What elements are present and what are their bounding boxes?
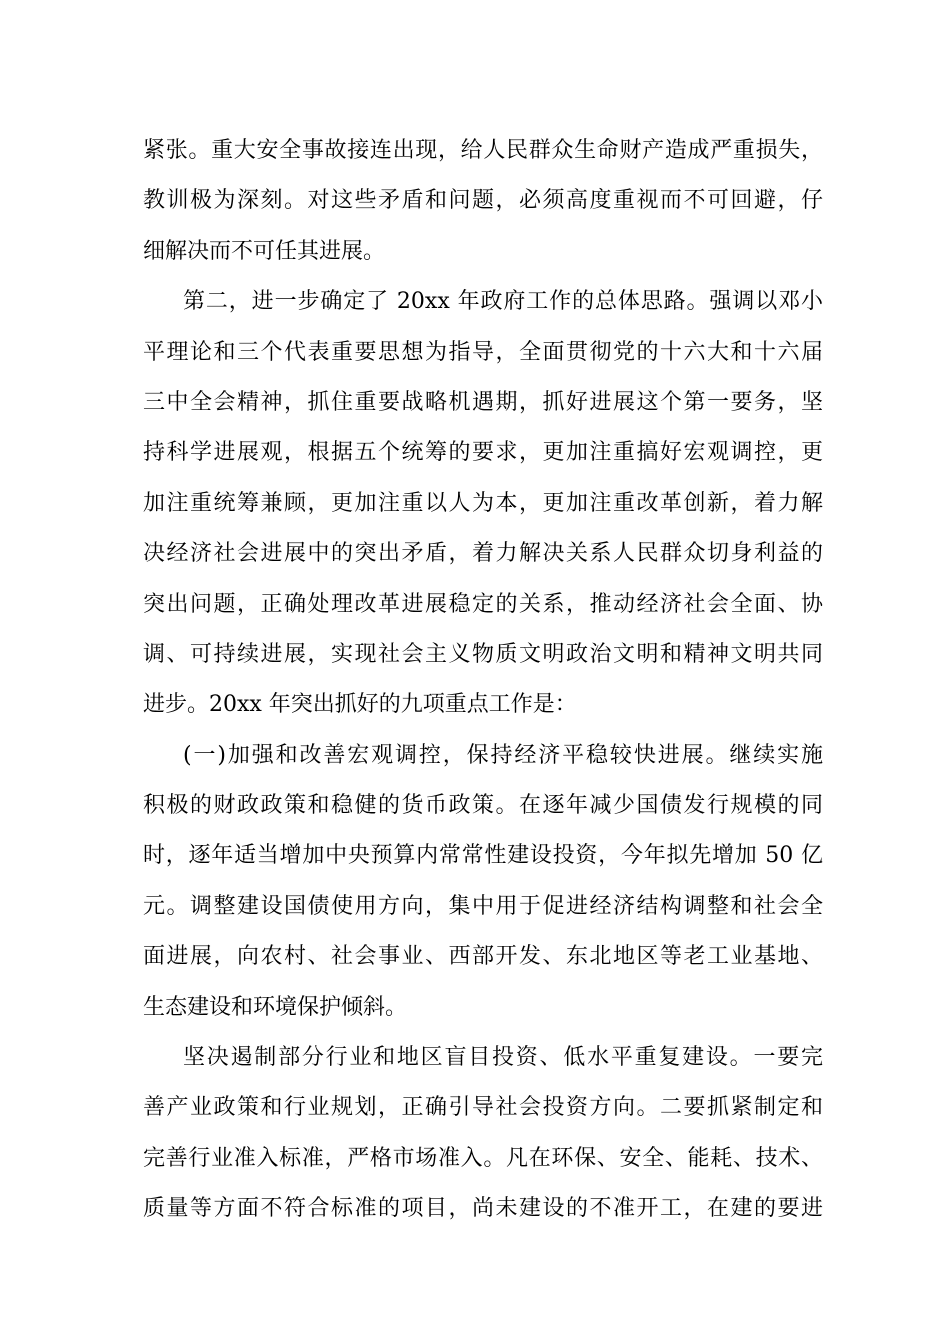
text-line: 积极的财政政策和稳健的货币政策。在逐年减少国债发行规模的同 — [143, 793, 823, 819]
paragraph-start-line: (一)加强和改善宏观调控，保持经济平稳较快进展。继续实施 — [183, 742, 823, 768]
text-line: 进步。20xx 年突出抓好的九项重点工作是： — [143, 692, 577, 718]
text-line: 时，逐年适当增加中央预算内常常性建设投资，今年拟先增加 50 亿 — [143, 843, 823, 869]
text-line: 教训极为深刻。对这些矛盾和问题，必须高度重视而不可回避，仔 — [143, 188, 823, 214]
text-line: 三中全会精神，抓住重要战略机遇期，抓好进展这个第一要务，坚 — [143, 389, 823, 415]
text-line: 紧张。重大安全事故接连出现，给人民群众生命财产造成严重损失， — [143, 138, 823, 163]
text-line: 持科学进展观，根据五个统筹的要求，更加注重搞好宏观调控，更 — [143, 440, 823, 466]
paragraph-start-line: 坚决遏制部分行业和地区盲目投资、低水平重复建设。一要完 — [183, 1045, 823, 1071]
paragraph-start-line: 第二，进一步确定了 20xx 年政府工作的总体思路。强调以邓小 — [183, 289, 823, 315]
text-line: 加注重统筹兼顾，更加注重以人为本，更加注重改革创新，着力解 — [143, 490, 823, 516]
text-line: 调、可持续进展，实现社会主义物质文明政治文明和精神文明共同 — [143, 641, 823, 667]
text-line: 完善行业准入标准，严格市场准入。凡在环保、安全、能耗、技术、 — [143, 1145, 823, 1171]
text-line: 突出问题，正确处理改革进展稳定的关系，推动经济社会全面、协 — [143, 591, 823, 617]
document-body — [143, 126, 823, 1235]
text-line: 面进展，向农村、社会事业、西部开发、东北地区等老工业基地、 — [143, 944, 823, 970]
text-line: 平理论和三个代表重要思想为指导，全面贯彻党的十六大和十六届 — [143, 339, 823, 365]
text-line: 决经济社会进展中的突出矛盾，着力解决关系人民群众切身利益的 — [143, 541, 823, 567]
text-line: 元。调整建设国债使用方向，集中用于促进经济结构调整和社会全 — [143, 893, 823, 919]
text-line: 细解决而不可任其进展。 — [143, 238, 386, 264]
text-line: 质量等方面不符合标准的项目，尚未建设的不准开工，在建的要进 — [143, 1196, 823, 1222]
text-line: 生态建设和环境保护倾斜。 — [143, 994, 408, 1020]
text-line: 善产业政策和行业规划，正确引导社会投资方向。二要抓紧制定和 — [143, 1095, 823, 1121]
